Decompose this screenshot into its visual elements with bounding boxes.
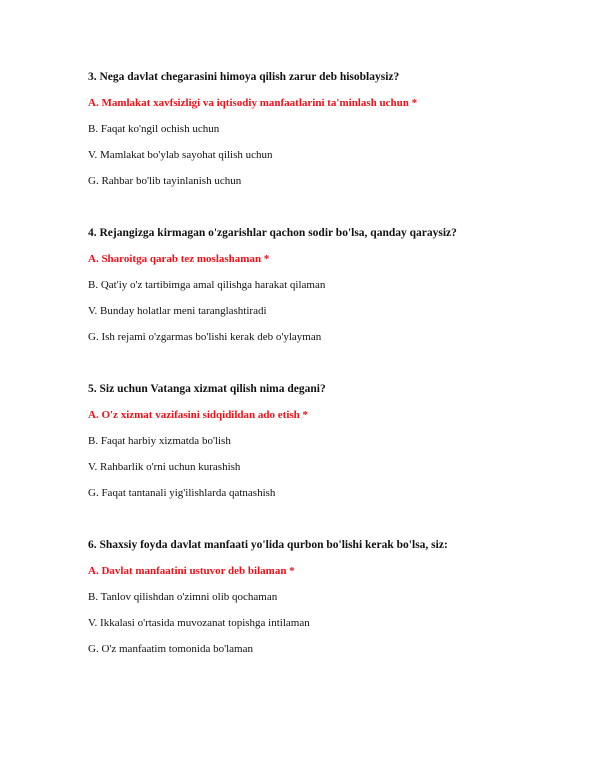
answer-option-v: V. Mamlakat bo'ylab sayohat qilish uchun <box>88 149 273 161</box>
answer-option-a-correct: A. O'z xizmat vazifasini sidqidildan ado etish * <box>88 409 309 421</box>
answer-option-a-correct: A. Mamlakat xavfsizligi va iqtisodiy manfaatlarini ta'minlash uchun * <box>88 97 418 109</box>
question-4 <box>88 226 568 356</box>
question-3 <box>88 70 568 200</box>
question-6 <box>88 538 568 668</box>
answer-option-g: G. Faqat tantanali yig'ilishlarda qatnashish <box>88 487 276 499</box>
question-title: 4. Rejangizga kirmagan o'zgarishlar qachon sodir bo'lsa, qanday qaraysiz? <box>88 227 457 239</box>
answer-option-b: B. Faqat ko'ngil ochish uchun <box>88 123 220 135</box>
answer-option-g: G. O'z manfaatim tomonida bo'laman <box>88 643 253 655</box>
question-title: 3. Nega davlat chegarasini himoya qilish zarur deb hisoblaysiz? <box>88 71 400 83</box>
question-5 <box>88 382 568 512</box>
answer-option-g: G. Ish rejami o'zgarmas bo'lishi kerak deb o'ylayman <box>88 331 322 343</box>
answer-option-a-correct: A. Sharoitga qarab tez moslashaman * <box>88 253 270 265</box>
answer-option-v: V. Rahbarlik o'rni uchun kurashish <box>88 461 241 473</box>
answer-option-b: B. Tanlov qilishdan o'zimni olib qochaman <box>88 591 278 603</box>
answer-option-a-correct: A. Davlat manfaatini ustuvor deb bilaman * <box>88 565 295 577</box>
answer-option-b: B. Faqat harbiy xizmatda bo'lish <box>88 435 231 447</box>
answer-option-b: B. Qat'iy o'z tartibimga amal qilishga harakat qilaman <box>88 279 326 291</box>
answer-option-g: G. Rahbar bo'lib tayinlanish uchun <box>88 175 242 187</box>
answer-option-v: V. Ikkalasi o'rtasida muvozanat topishga intilaman <box>88 617 310 629</box>
question-title: 6. Shaxsiy foyda davlat manfaati yo'lida qurbon bo'lishi kerak bo'lsa, siz: <box>88 539 448 551</box>
question-title: 5. Siz uchun Vatanga xizmat qilish nima degani? <box>88 383 326 395</box>
answer-option-v: V. Bunday holatlar meni taranglashtiradi <box>88 305 267 317</box>
